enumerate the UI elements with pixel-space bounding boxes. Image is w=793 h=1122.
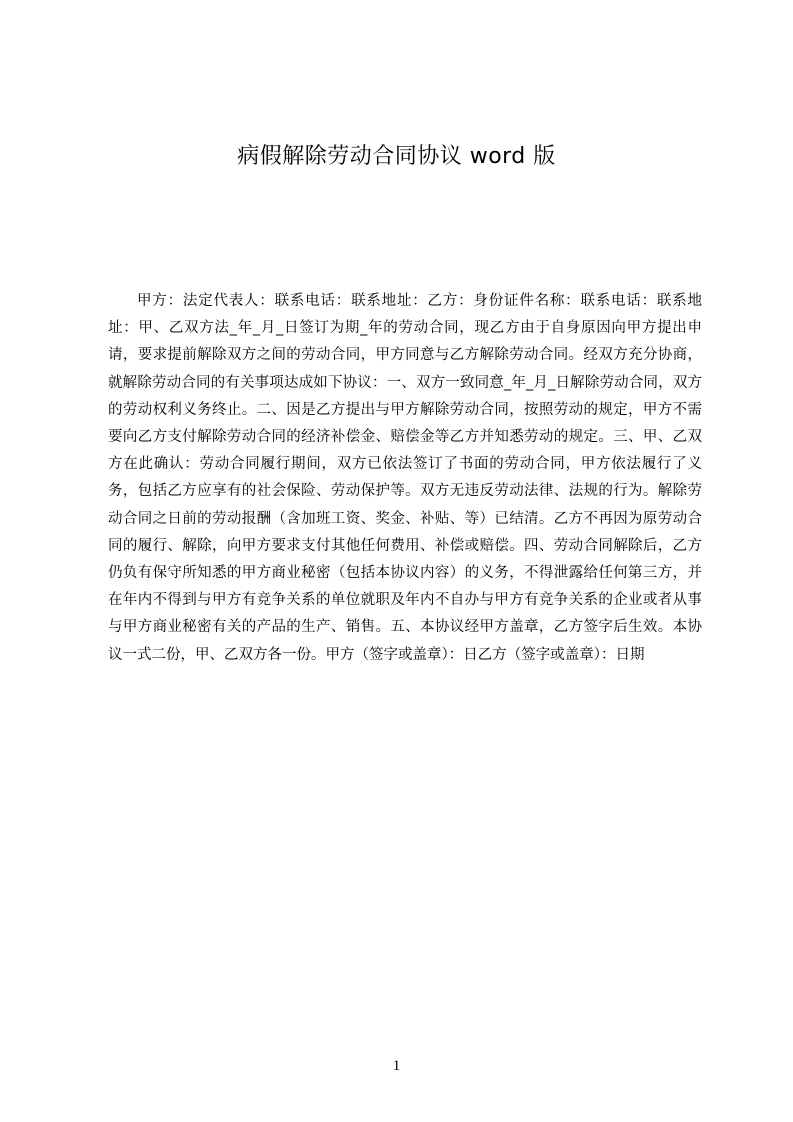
document-title: 病假解除劳动合同协议 word 版 [237,144,556,169]
document-body-paragraph: 甲方：法定代表人：联系电话：联系地址：乙方：身份证件名称：联系电话：联系地址：甲、乙双方法_年_月_日签订为期_年的劳动合同，现乙方由于自身原因向甲方提出申请，要求提前解除双方之间的劳动合同，甲方同意与乙方解除劳动合同。经双方充分协商，就解除劳动合同的有关事项达成如下协议：一、双方一致同意_年_月_日解除劳动合同，双方的劳动权利义务终止。二、因是乙方提出与甲方解除劳动合同，按照劳动的规定，甲方不需要向乙方支付解除劳动合同的经济补偿金、赔偿金等乙方并知悉劳动的规定。三、甲、乙双方在此确认：劳动合同履行期间，双方已依法签订了书面的劳动合同，甲方依法履行了义务，包括乙方应享有的社会保险、劳动保护等。双方无违反劳动法律、法规的行为。解除劳动合同之日前的劳动报酬（含加班工资、奖金、补贴、等）已结清。乙方不再因为原劳动合同的履行、解除，向甲方要求支付其他任何费用、补偿或赔偿。四、劳动合同解除后，乙方仍负有保守所知悉的甲方商业秘密（包括本协议内容）的义务，不得泄露给任何第三方，并在年内不得到与甲方有竞争关系的单位就职及年内不自办与甲方有竞争关系的企业或者从事与甲方商业秘密有关的产品的生产、销售。五、本协议经甲方盖章，乙方签字后生效。本协议一式二份，甲、乙双方各一份。甲方（签字或盖章）：日乙方（签字或盖章）：日期 [108,293,702,663]
page-number: 1 [392,1058,401,1074]
